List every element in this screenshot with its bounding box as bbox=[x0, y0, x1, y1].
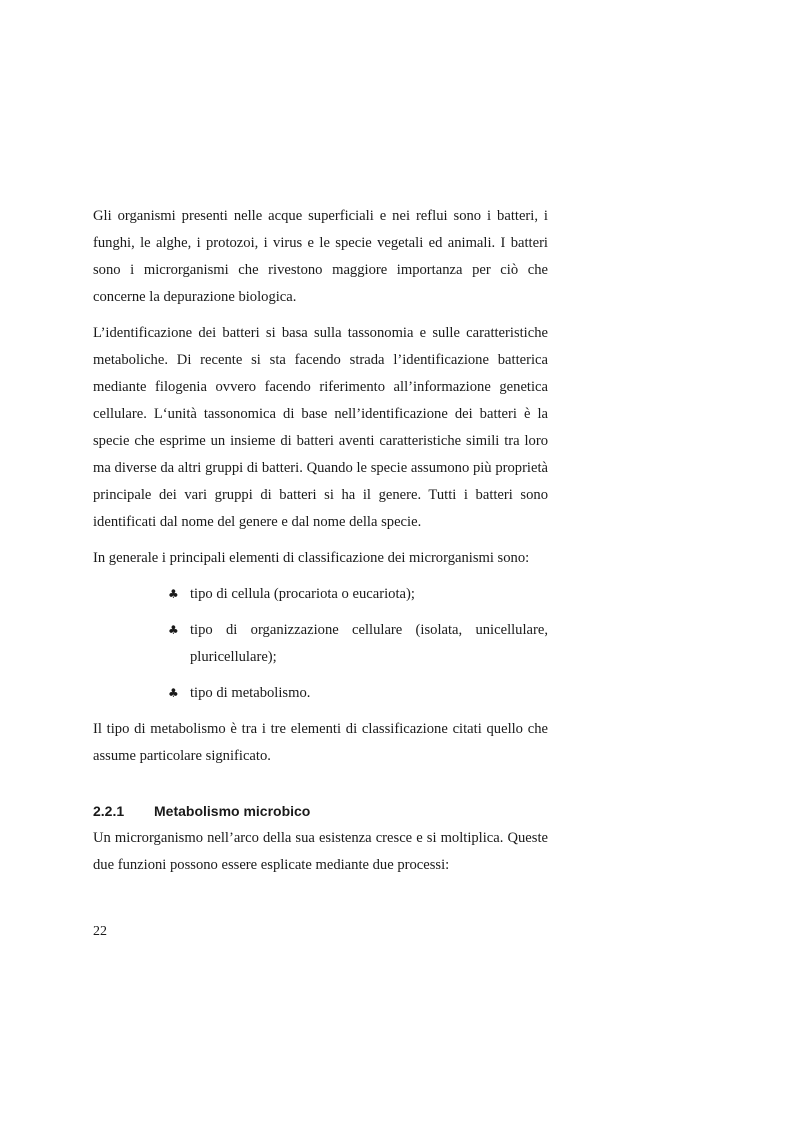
list-item-text: tipo di cellula (procariota o eucariota); bbox=[190, 586, 415, 602]
list-item bbox=[168, 617, 548, 671]
section-heading bbox=[93, 798, 548, 825]
list-item bbox=[168, 581, 548, 608]
club-bullet-icon: ♣ bbox=[168, 587, 179, 601]
club-bullet-icon: ♣ bbox=[168, 623, 179, 637]
classification-list bbox=[93, 581, 548, 707]
list-item bbox=[168, 680, 548, 707]
paragraph-identification: L’identificazione dei batteri si basa sulla tassonomia e sulle caratteristiche metaboliche. Di recente si sta facendo strada l’identificazione batterica mediante filogenia ovvero facendo riferimento all’informazione genetica cellulare. L‘unità tassonomica di base nell’identificazione dei batteri è la specie che esprime un insieme di batteri aventi caratteristiche simili tra loro ma diverse da altri gruppi di batteri. Quando le specie assumono più proprietà principale dei vari gruppi di batteri si ha il genere. Tutti i batteri sono identificati dal nome del genere e dal nome della specie. bbox=[93, 325, 548, 530]
section-title: Metabolismo microbico bbox=[154, 803, 311, 819]
paragraph-classification: In generale i principali elementi di classificazione dei microrganismi sono: bbox=[93, 550, 530, 566]
section-number: 2.2.1 bbox=[93, 803, 125, 819]
paragraph-section: Un microrganismo nell’arco della sua esistenza cresce e si moltiplica. Queste due funzioni possono essere esplicate mediante due processi: bbox=[93, 830, 548, 873]
paragraph-after-list: Il tipo di metabolismo è tra i tre elementi di classificazione citati quello che assume particolare significato. bbox=[93, 721, 548, 764]
paragraph-intro: Gli organismi presenti nelle acque superficiali e nei reflui sono i batteri, i funghi, le alghe, i protozoi, i virus e le specie vegetali ed animali. I batteri sono i microrganismi che rivestono maggiore importanza per ciò che concerne la depurazione biologica. bbox=[93, 208, 548, 305]
list-item-text: tipo di metabolismo. bbox=[190, 685, 311, 701]
page-number: 22 bbox=[93, 924, 107, 939]
club-bullet-icon: ♣ bbox=[168, 686, 179, 700]
list-item-text: tipo di organizzazione cellulare (isolata, unicellulare, pluricellulare); bbox=[190, 622, 548, 665]
page-body bbox=[93, 203, 548, 879]
